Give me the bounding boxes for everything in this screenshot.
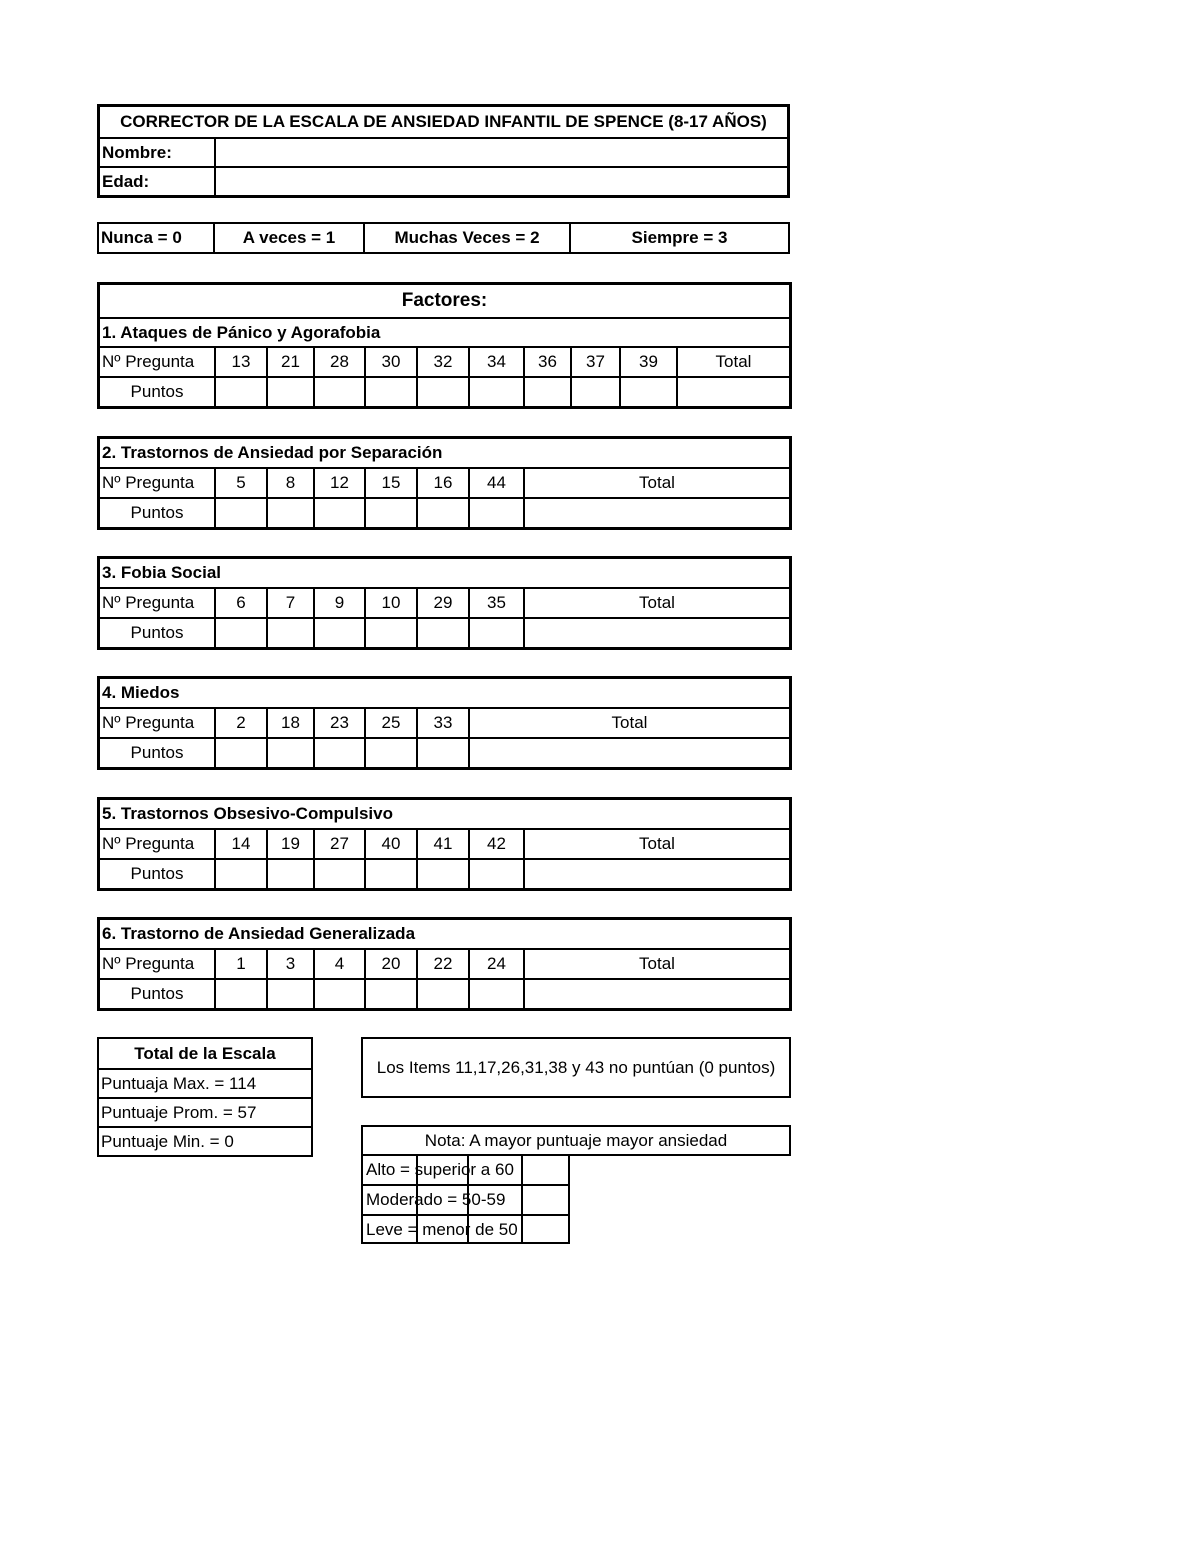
question-number: 15 [364, 469, 416, 497]
note-title: Nota: A mayor puntuaje mayor ansiedad [424, 1130, 728, 1150]
question-number: 21 [266, 348, 313, 376]
question-number: 2 [214, 709, 266, 737]
points-cell[interactable] [266, 980, 313, 1008]
question-number: 30 [364, 348, 416, 376]
question-number: 6 [214, 589, 266, 617]
question-label: Nº Pregunta [102, 593, 195, 612]
levels-table [361, 1154, 570, 1244]
question-number: 34 [468, 348, 523, 376]
question-number: 7 [266, 589, 313, 617]
points-cell[interactable] [468, 860, 523, 888]
factor-title: 1. Ataques de Pánico y Agorafobia [102, 322, 381, 342]
factor-table [97, 797, 792, 891]
form-title: CORRECTOR DE LA ESCALA DE ANSIEDAD INFANTIL DE SPENCE (8-17 AÑOS) [120, 112, 767, 131]
points-cell[interactable] [468, 378, 523, 406]
note-title-box [361, 1125, 791, 1156]
level-moderate: Moderado = 50-59 [366, 1190, 506, 1209]
question-number: 14 [214, 830, 266, 858]
points-cell[interactable] [619, 378, 676, 406]
total-cell[interactable] [523, 860, 789, 888]
question-number: 18 [266, 709, 313, 737]
factor-table [97, 556, 792, 650]
question-number: 32 [416, 348, 468, 376]
scale-always: Siempre = 3 [569, 224, 788, 252]
points-cell[interactable] [416, 499, 468, 527]
scale-min: Puntuaje Min. = 0 [101, 1131, 234, 1151]
points-cell[interactable] [416, 619, 468, 647]
factor-table [97, 917, 792, 1011]
question-number: 9 [313, 589, 364, 617]
scale-total-table [97, 1037, 313, 1157]
factor-title: 2. Trastornos de Ansiedad por Separación [102, 443, 443, 462]
factor-title: 3. Fobia Social [102, 563, 222, 582]
points-cell[interactable] [214, 860, 266, 888]
points-cell[interactable] [214, 499, 266, 527]
scale-max: Puntuaja Max. = 114 [101, 1073, 257, 1093]
question-label: Nº Pregunta [102, 834, 195, 853]
question-number: 36 [523, 348, 570, 376]
points-cell[interactable] [364, 980, 416, 1008]
question-number: 41 [416, 830, 468, 858]
points-cell[interactable] [364, 860, 416, 888]
question-number: 12 [313, 469, 364, 497]
points-cell[interactable] [523, 378, 570, 406]
factors-title: Factores: [401, 290, 488, 311]
question-number: 19 [266, 830, 313, 858]
question-number: 23 [313, 709, 364, 737]
points-cell[interactable] [313, 619, 364, 647]
points-cell[interactable] [416, 980, 468, 1008]
question-number: 37 [570, 348, 619, 376]
total-label: Total [523, 469, 789, 497]
question-label: Nº Pregunta [102, 713, 195, 732]
name-field[interactable] [214, 139, 787, 166]
question-number: 4 [313, 950, 364, 978]
question-number: 22 [416, 950, 468, 978]
question-label: Nº Pregunta [102, 352, 195, 371]
scale-never: Nunca = 0 [101, 228, 182, 247]
points-cell[interactable] [313, 739, 364, 767]
question-number: 40 [364, 830, 416, 858]
factor-title: 6. Trastorno de Ansiedad Generalizada [102, 924, 416, 943]
points-cell[interactable] [416, 739, 468, 767]
question-number: 25 [364, 709, 416, 737]
non-scoring-text: Los Items 11,17,26,31,38 y 43 no puntúan (0 puntos) [376, 1057, 776, 1077]
points-cell[interactable] [266, 739, 313, 767]
total-label: Total [468, 709, 789, 737]
points-cell[interactable] [313, 499, 364, 527]
points-cell[interactable] [313, 378, 364, 406]
points-cell[interactable] [364, 499, 416, 527]
points-cell[interactable] [468, 499, 523, 527]
points-cell[interactable] [214, 378, 266, 406]
question-label: Nº Pregunta [102, 954, 195, 973]
level-low: Leve = menor de 50 [366, 1220, 518, 1239]
points-label: Puntos [130, 503, 184, 522]
question-number: 29 [416, 589, 468, 617]
question-number: 44 [468, 469, 523, 497]
points-cell[interactable] [214, 739, 266, 767]
question-number: 28 [313, 348, 364, 376]
points-label: Puntos [130, 382, 184, 401]
question-number: 39 [619, 348, 676, 376]
scale-often: Muchas Veces = 2 [363, 224, 569, 252]
points-cell[interactable] [266, 499, 313, 527]
question-number: 33 [416, 709, 468, 737]
rating-scale [97, 222, 790, 254]
factor-table [97, 436, 792, 530]
total-cell[interactable] [523, 619, 789, 647]
points-cell[interactable] [266, 619, 313, 647]
question-number: 13 [214, 348, 266, 376]
question-number: 5 [214, 469, 266, 497]
points-cell[interactable] [468, 619, 523, 647]
age-label: Edad: [102, 171, 150, 191]
total-cell[interactable] [523, 980, 789, 1008]
total-label: Total [676, 348, 789, 376]
total-cell[interactable] [676, 378, 789, 406]
age-field[interactable] [214, 168, 787, 195]
points-cell[interactable] [364, 378, 416, 406]
factor-table [97, 282, 792, 409]
question-label: Nº Pregunta [102, 473, 195, 492]
header-table [97, 104, 790, 198]
factor-title: 5. Trastornos Obsesivo-Compulsivo [102, 804, 393, 823]
question-number: 35 [468, 589, 523, 617]
scale-total-title: Total de la Escala [134, 1043, 276, 1063]
question-number: 27 [313, 830, 364, 858]
total-label: Total [523, 950, 789, 978]
name-label: Nombre: [102, 142, 172, 162]
total-label: Total [523, 589, 789, 617]
question-number: 8 [266, 469, 313, 497]
total-cell[interactable] [523, 499, 789, 527]
points-label: Puntos [130, 743, 184, 762]
question-number: 42 [468, 830, 523, 858]
points-label: Puntos [130, 864, 184, 883]
points-cell[interactable] [468, 980, 523, 1008]
points-cell[interactable] [214, 619, 266, 647]
points-cell[interactable] [364, 619, 416, 647]
question-number: 10 [364, 589, 416, 617]
points-cell[interactable] [266, 378, 313, 406]
factor-title: 4. Miedos [102, 683, 180, 702]
question-number: 3 [266, 950, 313, 978]
level-high: Alto = superior a 60 [366, 1160, 514, 1179]
non-scoring-note [361, 1037, 791, 1098]
question-number: 24 [468, 950, 523, 978]
scale-avg: Puntuaje Prom. = 57 [101, 1102, 257, 1122]
points-cell[interactable] [266, 860, 313, 888]
question-number: 20 [364, 950, 416, 978]
points-cell[interactable] [570, 378, 619, 406]
points-cell[interactable] [416, 378, 468, 406]
points-label: Puntos [130, 984, 184, 1003]
total-cell[interactable] [468, 739, 789, 767]
points-cell[interactable] [416, 860, 468, 888]
factor-table [97, 676, 792, 770]
points-label: Puntos [130, 623, 184, 642]
points-cell[interactable] [313, 980, 364, 1008]
scale-sometimes: A veces = 1 [213, 224, 363, 252]
question-number: 1 [214, 950, 266, 978]
points-cell[interactable] [313, 860, 364, 888]
points-cell[interactable] [364, 739, 416, 767]
question-number: 16 [416, 469, 468, 497]
total-label: Total [523, 830, 789, 858]
points-cell[interactable] [214, 980, 266, 1008]
